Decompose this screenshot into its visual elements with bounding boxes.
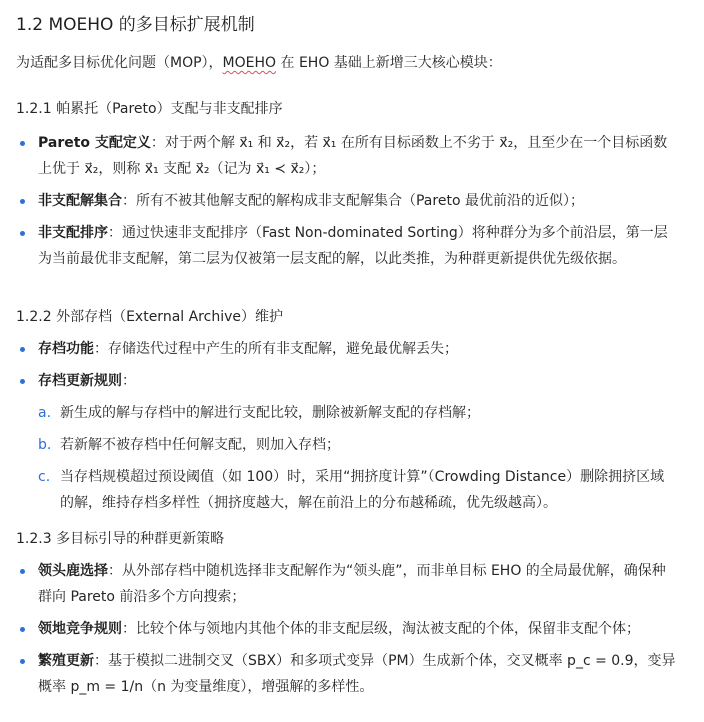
subsection-heading-1: 1.2.1 帕累托（Pareto）支配与非支配排序 xyxy=(16,101,283,117)
item-text: ： xyxy=(122,373,136,389)
list-item xyxy=(0,648,704,700)
list-item xyxy=(0,616,704,642)
item-label: 存档更新规则 xyxy=(38,373,122,389)
list-item xyxy=(0,188,704,214)
population-update-list xyxy=(0,558,704,706)
item-label: 非支配排序 xyxy=(38,225,108,241)
item-label: 领头鹿选择 xyxy=(38,563,108,579)
item-text: ：基于模拟二进制交叉（SBX）和多项式变异（PM）生成新个体，交叉概率 p_c = 0.9，变异概率 p_m = 1/n（n 为变量维度），增强解的多样性。 xyxy=(38,653,676,695)
item-text: ：存储迭代过程中产生的所有非支配解，避免最优解丢失； xyxy=(94,341,458,357)
subsection-heading-3: 1.2.3 多目标引导的种群更新策略 xyxy=(16,531,225,547)
sub-list-item xyxy=(38,432,676,458)
sub-list-item xyxy=(38,400,676,426)
sub-item-text: 当存档规模超过预设阈值（如 100）时，采用“拥挤度计算”（Crowding Distance）删除拥挤区域的解，维持存档多样性（拥挤度越大，解在前沿上的分布越稀疏，优先级越高）。 xyxy=(60,469,665,511)
spellcheck-word[interactable]: MOEHO xyxy=(222,55,277,71)
sub-item-text: 若新解不被存档中任何解支配，则加入存档； xyxy=(60,437,340,453)
list-item xyxy=(0,368,704,516)
item-label: 存档功能 xyxy=(38,341,94,357)
list-item xyxy=(0,336,704,362)
intro-text-b: 在 EHO 基础上新增三大核心模块： xyxy=(276,55,502,71)
item-label: 领地竞争规则 xyxy=(38,621,122,637)
item-text: ：通过快速非支配排序（Fast Non-dominated Sorting）将种群分为多个前沿层，第一层为当前最优非支配解，第二层为仅被第一层支配的解，以此类推，为种群更新提供优先级依据。 xyxy=(38,225,668,267)
item-label: 非支配解集合 xyxy=(38,193,122,209)
sub-item-marker: b. xyxy=(38,437,52,453)
list-item xyxy=(0,220,704,272)
sub-item-text: 新生成的解与存档中的解进行支配比较，删除被新解支配的存档解； xyxy=(60,405,480,421)
archive-list xyxy=(0,336,704,522)
sub-list-item xyxy=(38,464,676,516)
list-item xyxy=(0,558,704,610)
item-text: ：从外部存档中随机选择非支配解作为“领头鹿”，而非单目标 EHO 的全局最优解，确保种群向 Pareto 前沿多个方向搜索； xyxy=(38,563,666,605)
list-item xyxy=(0,130,704,182)
item-label: Pareto 支配定义 xyxy=(38,135,151,151)
subsection-heading-2: 1.2.2 外部存档（External Archive）维护 xyxy=(16,309,283,325)
item-text: ：比较个体与领地内其他个体的非支配层级，淘汰被支配的个体，保留非支配个体； xyxy=(122,621,640,637)
item-label: 繁殖更新 xyxy=(38,653,94,669)
intro-text-a: 为适配多目标优化问题（MOP）， xyxy=(16,55,223,71)
intro-paragraph xyxy=(16,52,502,72)
sub-item-marker: a. xyxy=(38,405,52,421)
item-text: ：对于两个解 x⃗₁ 和 x⃗₂，若 x⃗₁ 在所有目标函数上不劣于 x⃗₂，且至少在一个目标函数上优于 x⃗₂，则称 x⃗₁ 支配 x⃗₂（记为 x⃗₁ ≺ x⃗₂）； xyxy=(38,135,668,177)
pareto-list xyxy=(0,130,704,278)
sub-item-marker: c. xyxy=(38,469,51,485)
item-text: ：所有不被其他解支配的解构成非支配解集合（Pareto 最优前沿的近似）； xyxy=(122,193,584,209)
section-title: 1.2 MOEHO 的多目标扩展机制 xyxy=(16,15,255,35)
archive-rules-list xyxy=(38,400,676,516)
